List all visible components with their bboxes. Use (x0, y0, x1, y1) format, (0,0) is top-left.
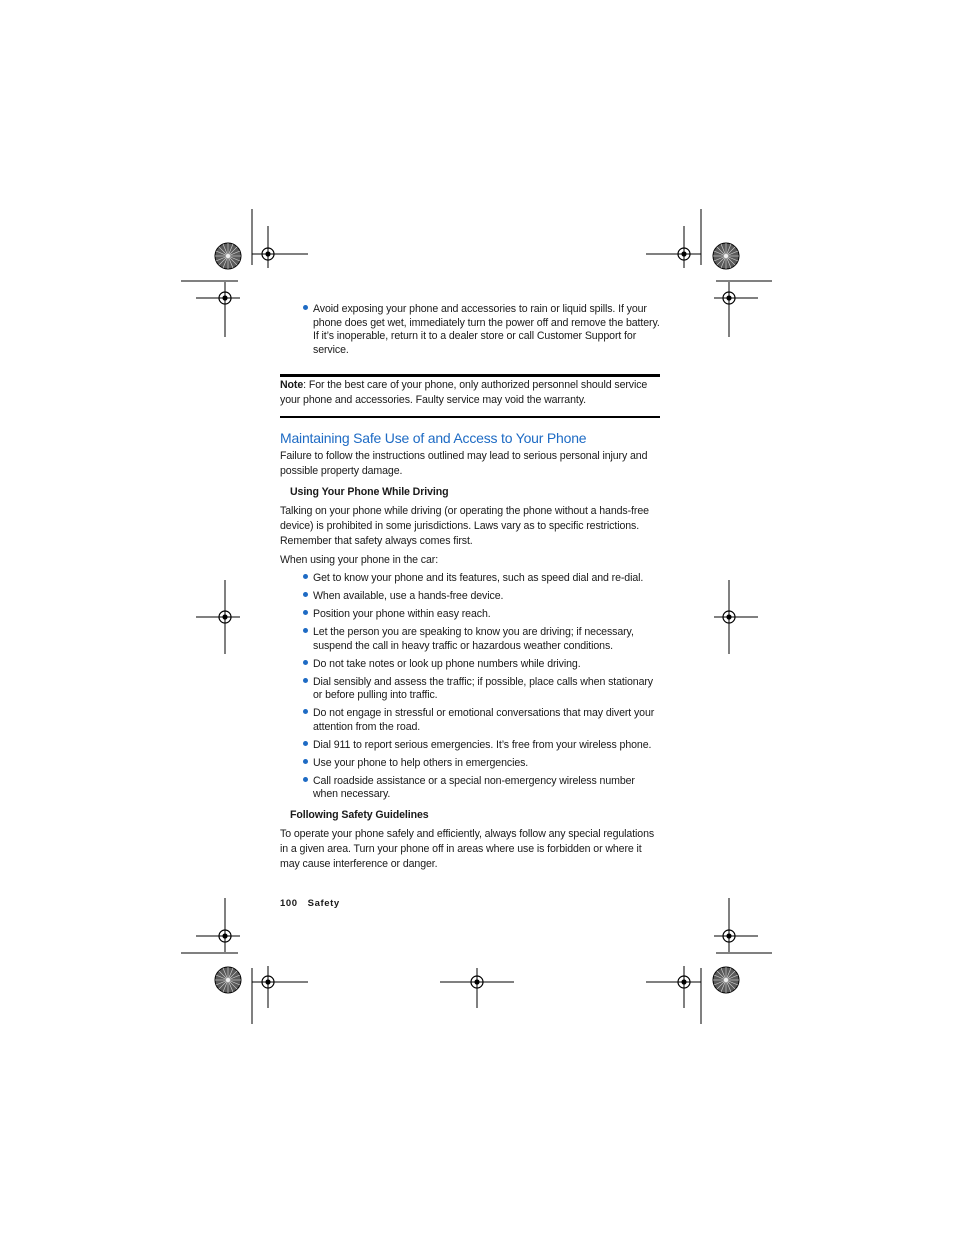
star-target-icon (713, 967, 739, 993)
bullet-icon (303, 610, 308, 615)
page-content (280, 303, 660, 876)
star-target-icon (713, 243, 739, 269)
footer-section-name: Safety (307, 898, 340, 909)
list-item (280, 707, 660, 734)
section-title: Maintaining Safe Use of and Access to Your Phone (280, 430, 587, 446)
star-target-icon (215, 243, 241, 269)
bullet-text: Avoid exposing your phone and accessories to rain or liquid spills. If your phone does get wet, immediately turn the power off and remove the battery. If it’s inoperable, return it to a dealer store or call Customer Support for service. (313, 303, 660, 356)
bullet-icon (303, 592, 308, 597)
page-footer (280, 898, 340, 909)
list-item (280, 608, 660, 622)
bullet-text: Call roadside assistance or a special non-emergency wireless number when necessary. (313, 774, 635, 800)
bullet-text: Use your phone to help others in emergencies. (313, 756, 529, 769)
bullet-icon (303, 628, 308, 633)
bullet-icon (303, 709, 308, 714)
section-intro: Failure to follow the instructions outlined may lead to serious personal injury and possible property damage. (280, 450, 648, 477)
list-item (280, 775, 660, 802)
list-item (280, 676, 660, 703)
note-box (280, 374, 660, 418)
bullet-text: Get to know your phone and its features, such as speed dial and re-dial. (313, 572, 644, 584)
driving-lead-in: When using your phone in the car: (280, 554, 439, 566)
bullet-text: Let the person you are speaking to know you are driving; if necessary, suspend the call in heavy traffic or hazardous weather conditions. (313, 626, 634, 652)
driving-heading: Using Your Phone While Driving (290, 486, 449, 498)
bullet-icon (303, 777, 308, 782)
guidelines-heading: Following Safety Guidelines (290, 808, 429, 821)
list-item (280, 739, 660, 753)
driving-paragraph: Talking on your phone while driving (or operating the phone without a hands-free device) is prohibited in some jurisdictions. Laws vary as to specific restrictions. Remember that safety always comes first. (280, 505, 649, 547)
list-item (280, 303, 660, 357)
intro-bullet-list (280, 303, 660, 357)
list-item (280, 626, 660, 653)
list-item (280, 590, 660, 604)
bullet-text: Do not engage in stressful or emotional conversations that may divert your attention from the road. (313, 707, 655, 733)
bullet-icon (303, 305, 308, 310)
note-label: Note (280, 379, 304, 391)
bullet-icon (303, 574, 308, 579)
bullet-icon (303, 741, 308, 746)
list-item (280, 572, 660, 586)
list-item (280, 658, 660, 672)
bullet-text: Position your phone within easy reach. (313, 608, 491, 620)
page-number: 100 (280, 898, 298, 909)
driving-bullet-list (280, 572, 660, 802)
bullet-icon (303, 678, 308, 683)
bullet-text: When available, use a hands-free device. (313, 590, 504, 602)
guidelines-paragraph: To operate your phone safely and efficiently, always follow any special regulations in a given area. Turn your phone off in areas where use is forbidden or where it may cause interference or danger. (280, 827, 655, 870)
bullet-icon (303, 759, 308, 764)
list-item (280, 757, 660, 771)
bullet-text: Dial 911 to report serious emergencies. It’s free from your wireless phone. (313, 738, 652, 751)
bullet-icon (303, 660, 308, 665)
star-target-icon (215, 967, 241, 993)
bullet-text: Dial sensibly and assess the traffic; if possible, place calls when stationary or before pulling into traffic. (313, 675, 654, 701)
bullet-text: Do not take notes or look up phone numbers while driving. (313, 657, 581, 670)
note-text: : For the best care of your phone, only authorized personnel should service your phone and accessories. Faulty service may void the warranty. (280, 379, 648, 406)
